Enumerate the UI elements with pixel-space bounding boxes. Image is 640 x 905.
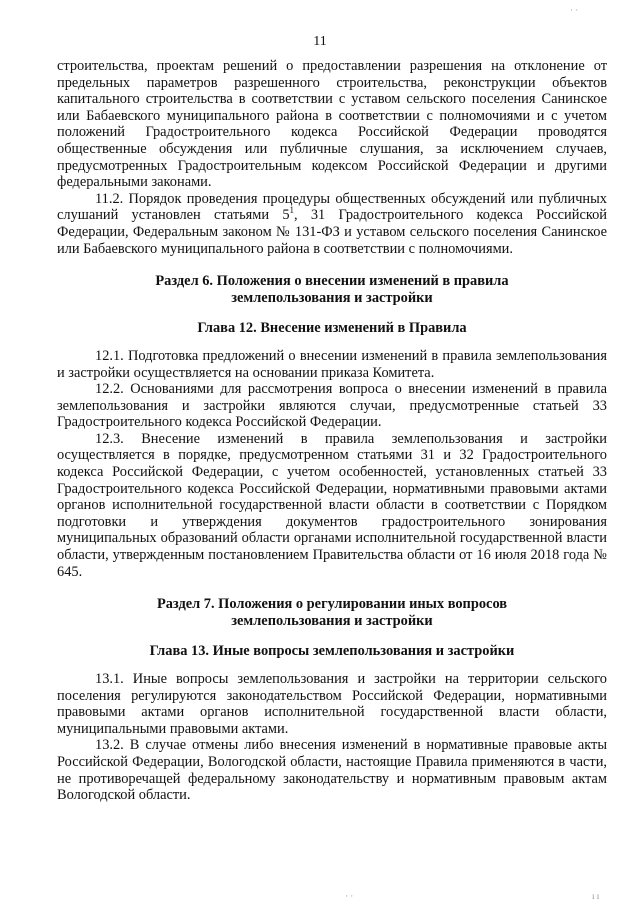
paragraph-13-2: 13.2. В случае отмены либо внесения изменений в нормативные правовые акты Российской Федерации, Вологодской области, настоящие Правила применяются в части, не противоречащей федеральному законодательству и нормативным правовым актам Вологодской области.: [57, 737, 607, 804]
paragraph-12-1: 12.1. Подготовка предложений о внесении изменений в правила землепользования и застройки осуществляется на основании приказа Комитета.: [57, 347, 607, 381]
section-6-heading-line-2: землепользования и застройки: [231, 289, 433, 306]
page-number: 11: [313, 34, 327, 49]
scan-artifact-bottom-right: ı ı: [592, 891, 600, 901]
chapter-13-heading: Глава 13. Иные вопросы землепользования и застройки: [149, 643, 515, 660]
section-7-heading: [57, 596, 607, 629]
chapter-12-heading: Глава 12. Внесение изменений в Правила: [197, 320, 467, 337]
superscript-index: 1: [289, 205, 295, 216]
paragraph-12-2: 12.2. Основаниями для рассмотрения вопроса о внесении изменений в правила землепользования и застройки являются случаи, предусмотренные статьей 33 Градостроительного кодекса Российской Федерации.: [57, 381, 607, 431]
paragraph-11-2-text-start: 11.2. Порядок проведения процедуры общественных обсуждений или публичных слушаний установлен статьями 5: [57, 190, 607, 224]
paragraph-12-3: 12.3. Внесение изменений в правила землепользования и застройки осуществляется в порядке, предусмотренном статьями 31 и 32 Градостроительного кодекса Российской Федерации, с учетом особенностей, установленных статьей 33 Градостроительного кодекса Российской Федерации, нормативными правовыми актами органов исполнительной государственной власти области в соответствии с Порядком подготовки и утверждения документов градостроительного зонирования муниципальных образований области органами исполнительной государственной власти области, утвержденным постановлением Правительства области от 16 июля 2018 года № 645.: [57, 430, 607, 580]
section-6-heading-line-1: Раздел 6. Положения о внесении изменений в правила: [155, 273, 509, 290]
paragraph-11-2: [57, 191, 607, 257]
paragraph-11-2-text-end: , 31 Градостроительного кодекса Российской Федерации, Федеральным законом № 131-ФЗ и уставом сельского поселения Санинское или Бабаевского муниципального района в соответствии с полномочиями.: [57, 207, 607, 257]
paragraph-11-1-continued: строительства, проектам решений о предоставлении разрешения на отклонение от предельных параметров разрешенного строительства, реконструкции объектов капитального строительства в соответствии с уставом сельского поселения Санинское или Бабаевского муниципального района в соответствии с полномочиями и с учетом положений Градостроительного кодекса Российской Федерации проводятся общественные обсуждения или публичные слушания, за исключением случаев, предусмотренных Градостроительным кодексом Российской Федерации и другими федеральными законами.: [57, 58, 607, 191]
section-7-heading-line-1: Раздел 7. Положения о регулировании иных вопросов: [156, 596, 508, 613]
document-body: [57, 58, 607, 804]
scan-artifact-top: · ·: [570, 5, 579, 15]
section-6-heading: [57, 273, 607, 306]
section-7-heading-line-2: землепользования и застройки: [231, 612, 433, 629]
scan-artifact-bottom-center: · ·: [345, 891, 354, 901]
paragraph-13-1: 13.1. Иные вопросы землепользования и застройки на территории сельского поселения регулируются законодательством Российской Федерации, нормативными правовыми актами органов исполнительной государственной власти области, муниципальными правовыми актами.: [57, 671, 607, 737]
